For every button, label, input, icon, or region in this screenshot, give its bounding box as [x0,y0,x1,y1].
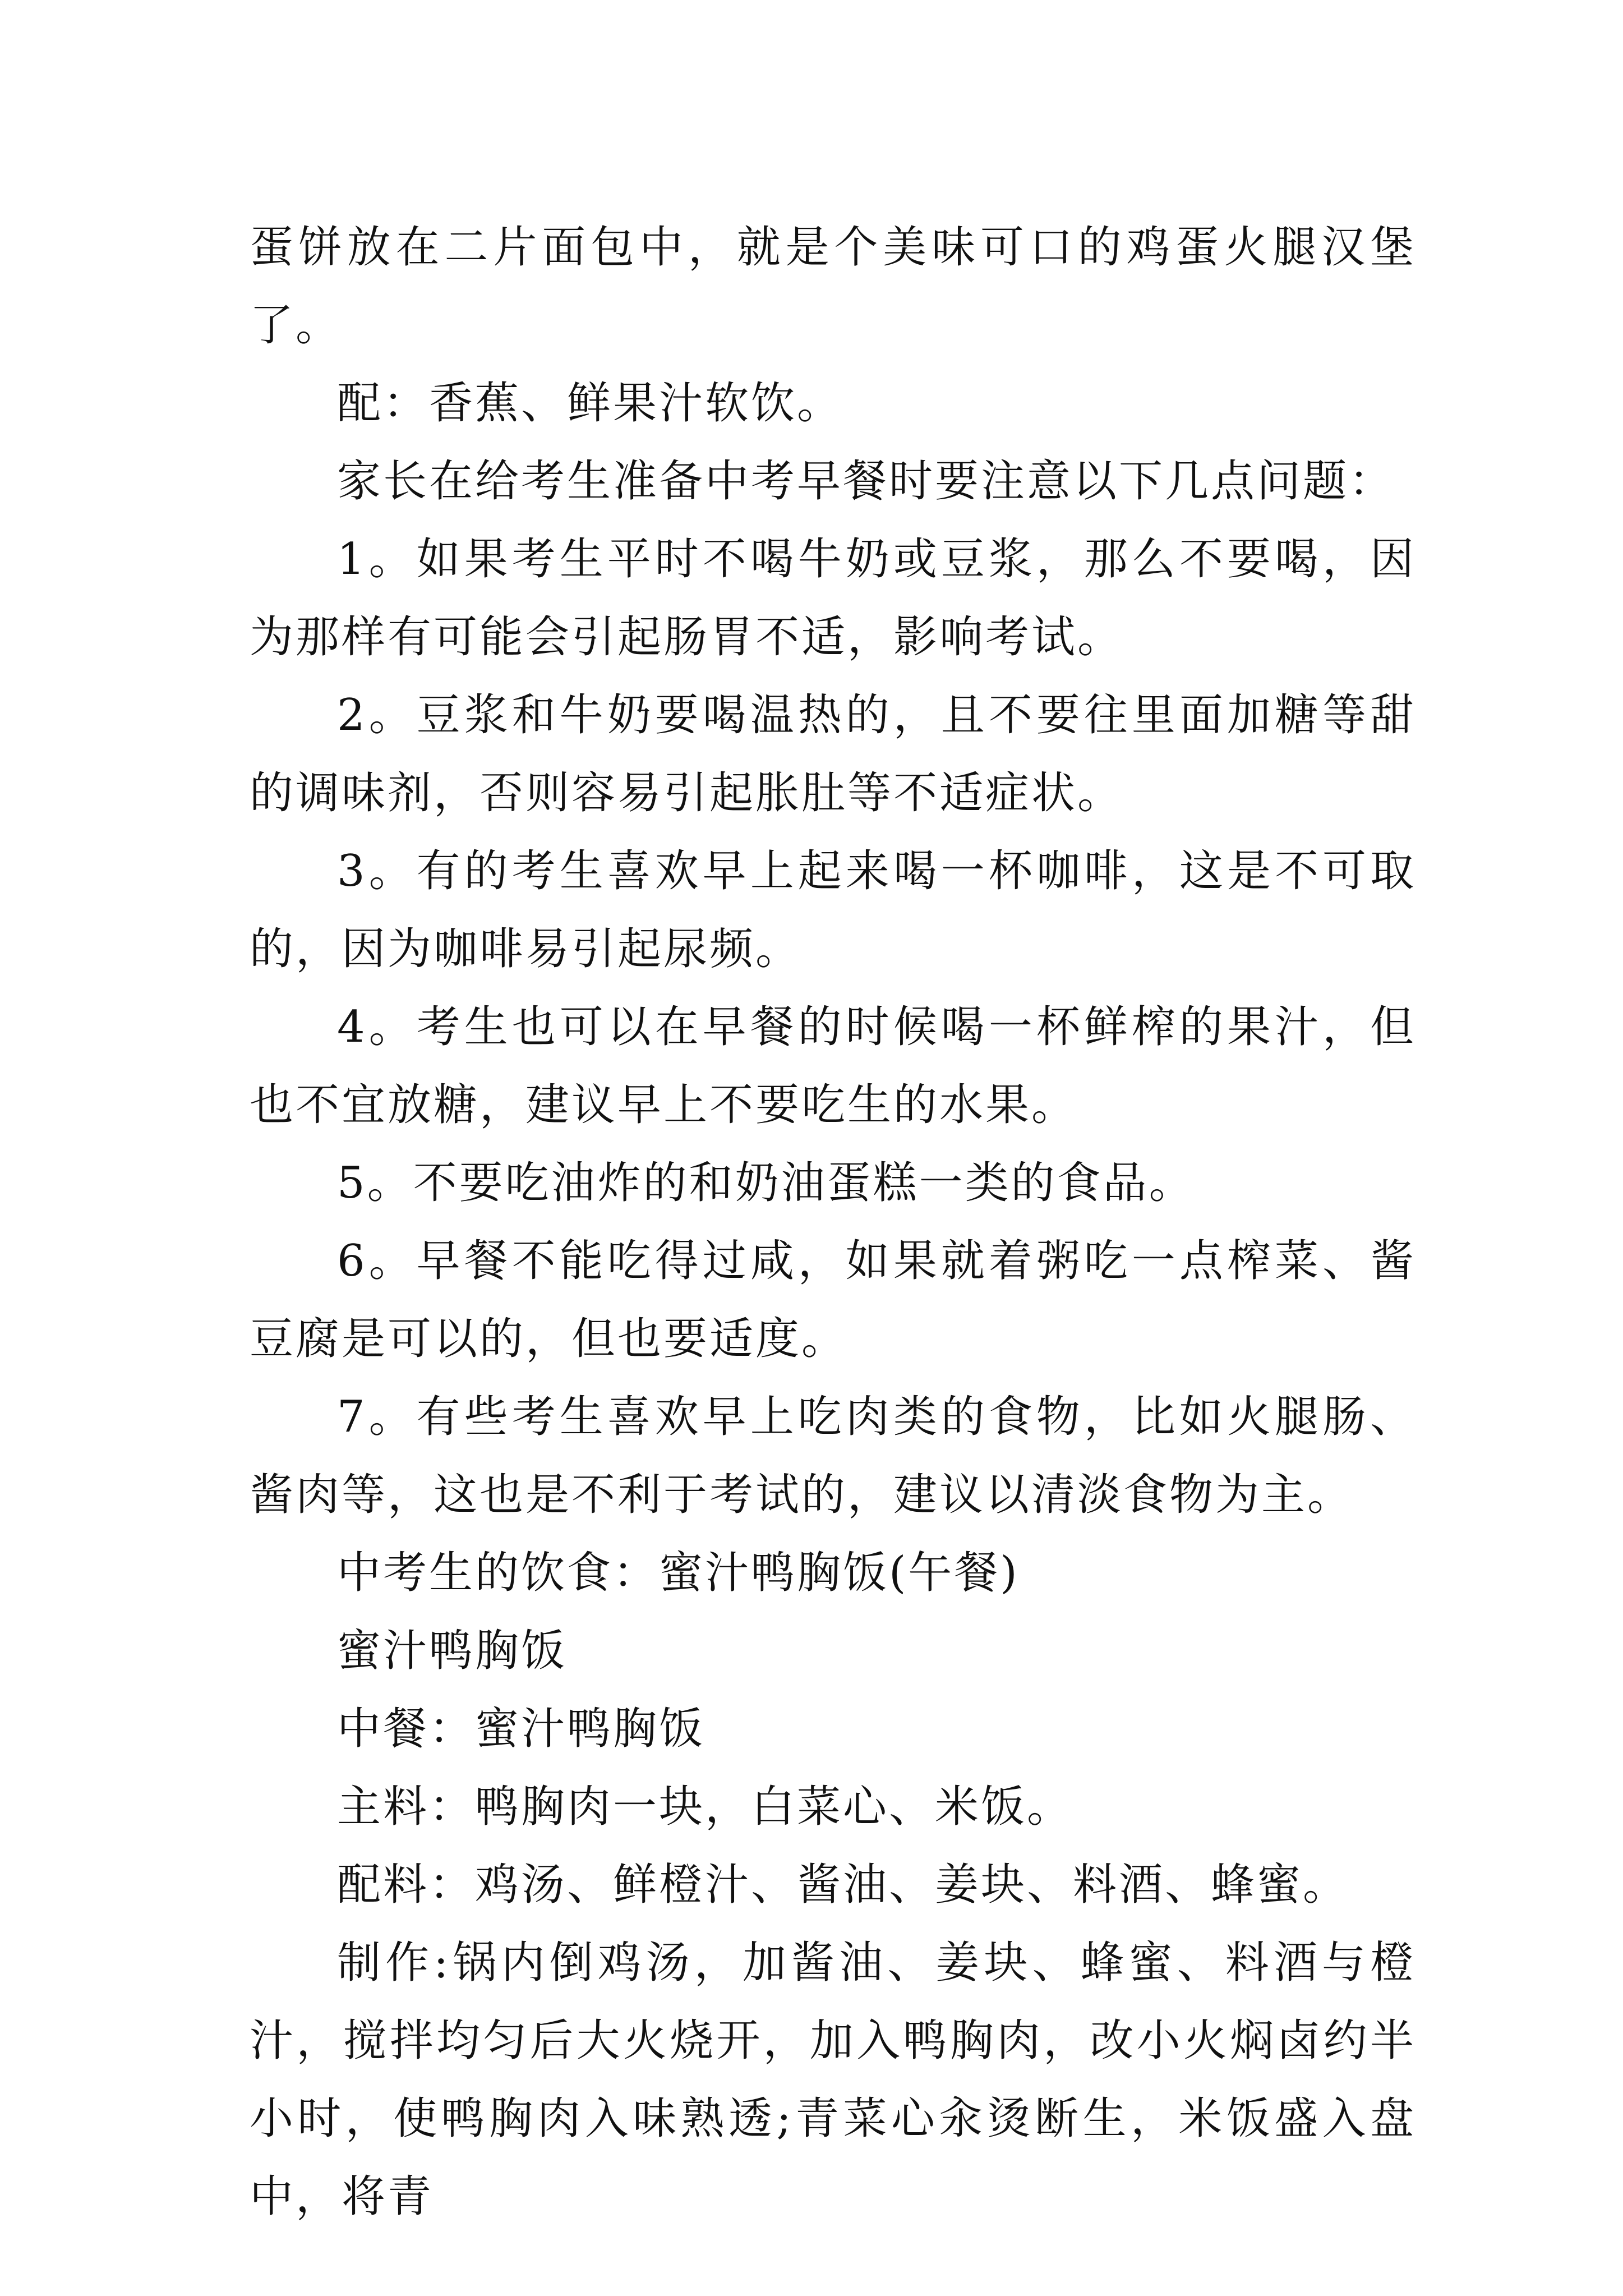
paragraph-9: 6。早餐不能吃得过咸，如果就着粥吃一点榨菜、酱豆腐是可以的，但也要适度。 [250,1236,1416,1364]
document-body [250,209,1416,2236]
paragraph-5: 2。豆浆和牛奶要喝温热的，且不要往里面加糖等甜的调味剂，否则容易引起胀肚等不适症状。 [250,690,1416,818]
paragraph-4: 1。如果考生平时不喝牛奶或豆浆，那么不要喝，因为那样有可能会引起肠胃不适，影响考试。 [250,534,1416,662]
paragraph-7: 4。考生也可以在早餐的时候喝一杯鲜榨的果汁，但也不宜放糖，建议早上不要吃生的水果。 [250,1002,1416,1130]
paragraph-3: 家长在给考生准备中考早餐时要注意以下几点问题： [337,456,1395,507]
paragraph-12: 蜜汁鸭胸饭 [337,1626,568,1676]
paragraph-13: 中餐：蜜汁鸭胸饭 [337,1704,706,1754]
paragraph-10: 7。有些考生喜欢早上吃肉类的食物，比如火腿肠、酱肉等，这也是不利于考试的，建议以清淡食物为主。 [250,1392,1416,1520]
paragraph-1: 蛋饼放在二片面包中，就是个美味可口的鸡蛋火腿汉堡了。 [250,222,1416,351]
paragraph-2: 配：香蕉、鲜果汁软饮。 [337,378,843,429]
paragraph-8: 5。不要吃油炸的和奶油蛋糕一类的食品。 [337,1158,1195,1208]
paragraph-6: 3。有的考生喜欢早上起来喝一杯咖啡，这是不可取的，因为咖啡易引起尿频。 [250,846,1416,974]
paragraph-16: 制作:锅内倒鸡汤，加酱油、姜块、蜂蜜、料酒与橙汁，搅拌均匀后大火烧开，加入鸭胸肉，改小火焖卤约半小时，使鸭胸肉入味熟透;青菜心汆烫断生，米饭盛入盘中，将青 [250,1938,1416,2222]
paragraph-15: 配料：鸡汤、鲜橙汁、酱油、姜块、料酒、蜂蜜。 [337,1860,1349,1910]
paragraph-14: 主料：鸭胸肉一块，白菜心、米饭。 [337,1782,1073,1832]
paragraph-11: 中考生的饮食：蜜汁鸭胸饭(午餐) [337,1548,1020,1598]
